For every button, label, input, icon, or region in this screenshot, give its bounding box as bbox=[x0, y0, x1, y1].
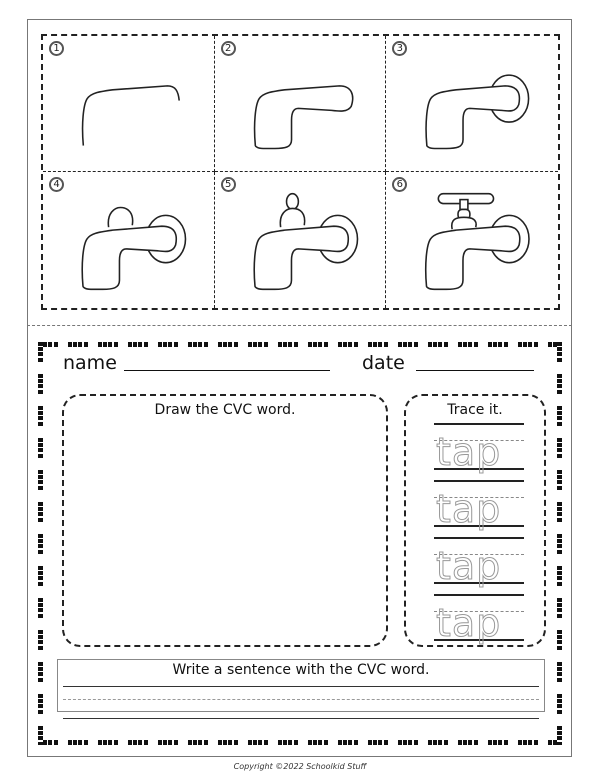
faucet-step-1-drawing bbox=[43, 36, 214, 171]
step-2 bbox=[215, 36, 387, 172]
sentence-box[interactable] bbox=[57, 659, 545, 712]
step-3 bbox=[386, 36, 558, 172]
trace-word: tap bbox=[436, 544, 502, 588]
step-5 bbox=[215, 172, 387, 308]
name-label: name bbox=[63, 352, 117, 374]
date-label: date bbox=[362, 352, 405, 374]
trace-word: tap bbox=[436, 601, 502, 645]
step-number: 1 bbox=[49, 41, 64, 56]
faucet-step-6-drawing bbox=[386, 172, 558, 308]
dotted-frame-left bbox=[38, 342, 43, 745]
faucet-step-4-drawing bbox=[43, 172, 214, 308]
trace-row-4[interactable] bbox=[434, 594, 524, 646]
step-4 bbox=[43, 172, 215, 308]
draw-box[interactable] bbox=[62, 394, 388, 647]
trace-row-2[interactable] bbox=[434, 480, 524, 532]
sentence-line-bottom bbox=[63, 718, 539, 719]
step-6 bbox=[386, 172, 558, 308]
trace-box bbox=[404, 394, 546, 647]
sentence-title: Write a sentence with the CVC word. bbox=[172, 662, 430, 678]
trace-row-3[interactable] bbox=[434, 537, 524, 589]
drawing-steps-grid bbox=[41, 34, 560, 310]
step-number: 2 bbox=[221, 41, 236, 56]
dotted-frame-right bbox=[557, 342, 562, 745]
trace-word: tap bbox=[436, 430, 502, 474]
step-number: 4 bbox=[49, 177, 64, 192]
trace-row-1[interactable] bbox=[434, 423, 524, 475]
date-field[interactable] bbox=[416, 370, 534, 371]
trace-box-title: Trace it. bbox=[447, 402, 503, 418]
faucet-step-3-drawing bbox=[386, 36, 558, 171]
dotted-frame-top bbox=[38, 342, 562, 347]
step-number: 6 bbox=[392, 177, 407, 192]
dotted-frame-bottom bbox=[38, 740, 562, 745]
cut-line bbox=[27, 325, 572, 326]
faucet-step-5-drawing bbox=[215, 172, 386, 308]
copyright: Copyright ©2022 Schoolkid Stuff bbox=[233, 762, 367, 771]
step-number: 3 bbox=[392, 41, 407, 56]
step-number: 5 bbox=[221, 177, 236, 192]
sentence-line-mid bbox=[63, 699, 539, 700]
step-1 bbox=[43, 36, 215, 172]
draw-box-title: Draw the CVC word. bbox=[154, 402, 296, 418]
name-field[interactable] bbox=[124, 370, 330, 371]
sentence-line-top bbox=[63, 686, 539, 687]
faucet-step-2-drawing bbox=[215, 36, 386, 171]
trace-word: tap bbox=[436, 487, 502, 531]
